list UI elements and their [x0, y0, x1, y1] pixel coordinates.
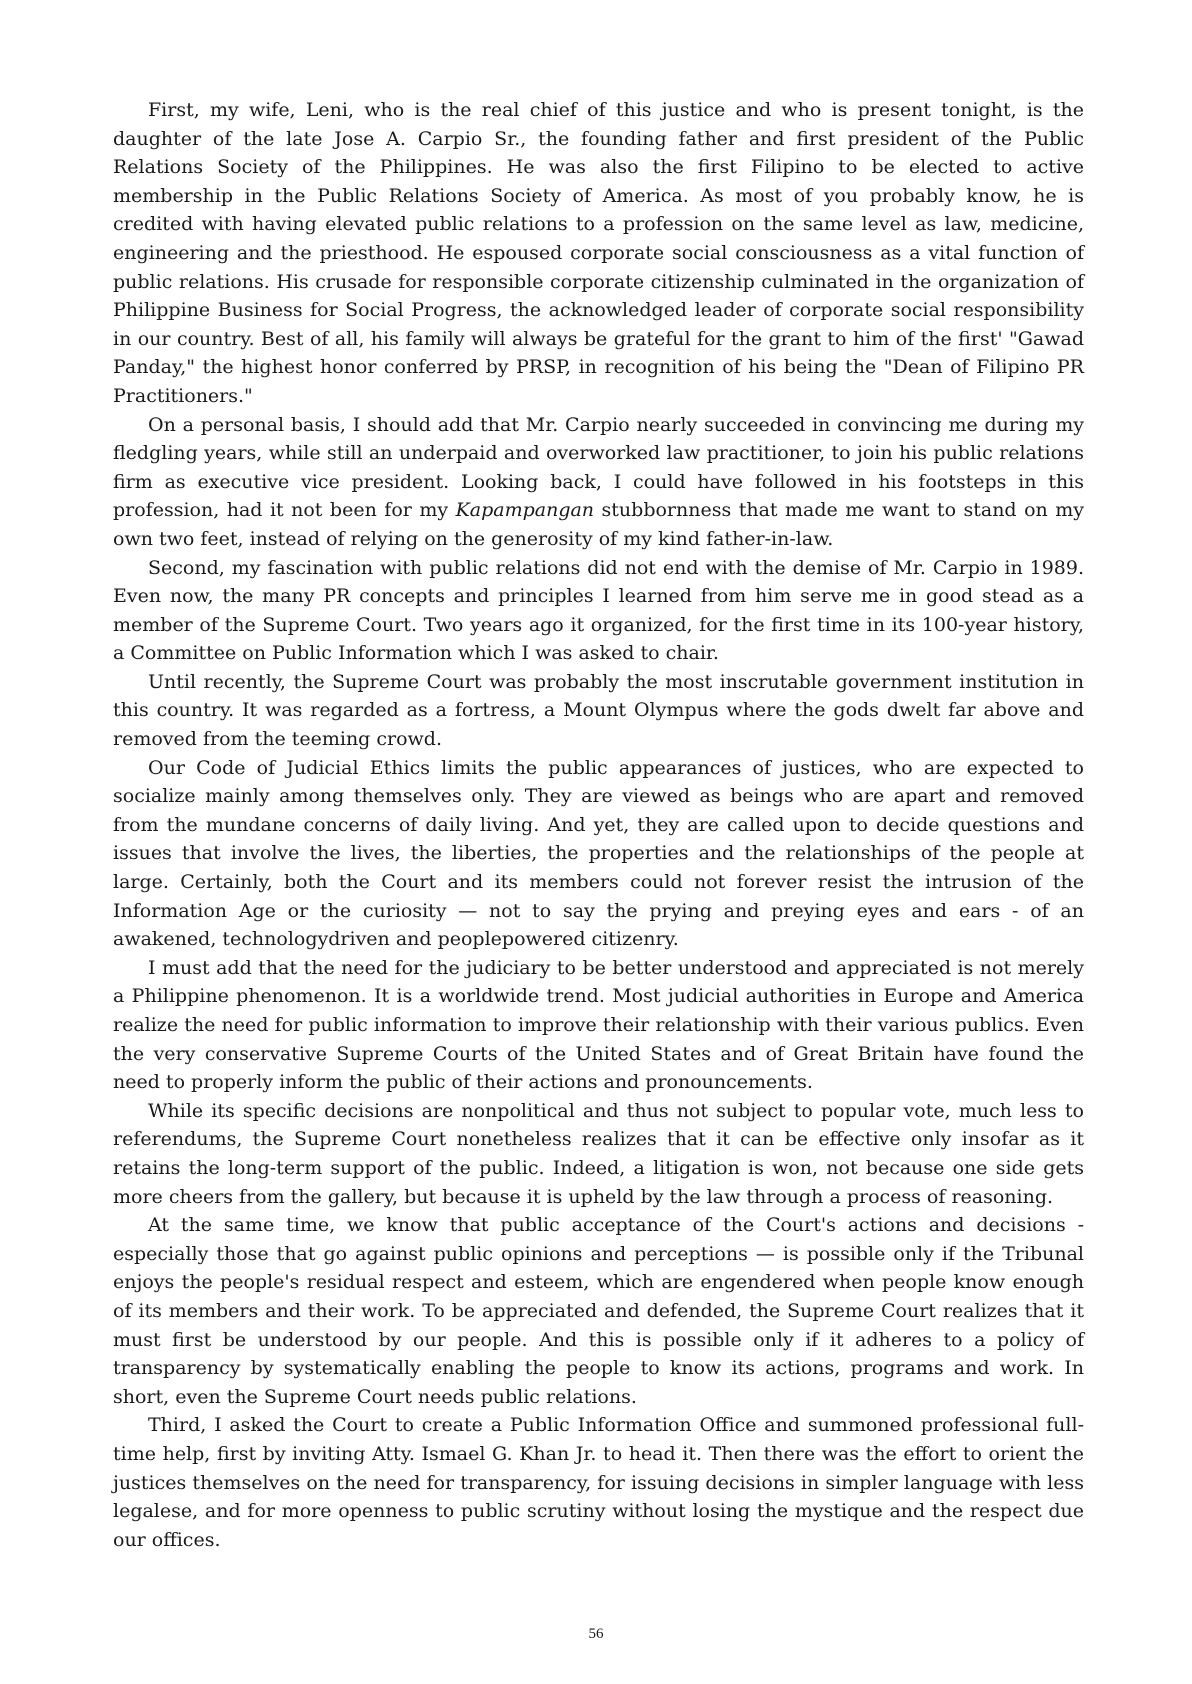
paragraph-personal-basis-before: On a personal basis, I should add that Mr. Carpio nearly succeeded in convincing me during my fledgling years, while still an underpaid and overworked law practitioner, to join his public relations firm as executive vice president. Looking back, I could have followed in his footsteps in this profession, had it not been for my — [113, 413, 1084, 522]
paragraph-carpio-intro: First, my wife, Leni, who is the real chief of this justice and who is present tonight, is the daughter of the late Jose A. Carpio Sr., the founding father and first president of the Public Relations Society of the Philippines. He was also the first Filipino to be elected to active membership in the Public Relations Society of America. As most of you probably know, he is credited with having elevated public relations to a profession on the same level as law, medicine, engineering and the priesthood. He espoused corporate social consciousness as a vital function of public relations. His crusade for responsible corporate citizenship culminated in the organization of Philippine Business for Social Progress, the acknowledged leader of corporate social responsibility in our country. Best of all, his family will always be grateful for the grant to him of the first' "Gawad Panday," the highest honor conferred by PRSP, in recognition of his being the "Dean of Filipino PR Practitioners." — [113, 99, 1084, 407]
paragraph-worldwide-trend: I must add that the need for the judiciary to be better understood and appreciated is not merely a Philippine phenomenon. It is a worldwide trend. Most judicial authorities in Europe and America realize the need for public information to improve their relationship with their various publics. Even the very conservative Supreme Courts of the United States and of Great Britain have found the need to properly inform the public of their actions and pronouncements. — [113, 956, 1084, 1094]
paragraph-personal-basis-after: stubbornness that made me want to stand on my own two feet, instead of relying on the generosity of my kind father-in-law. — [113, 499, 1084, 550]
body-text — [113, 96, 1084, 1554]
paragraph-code-of-ethics: Our Code of Judicial Ethics limits the public appearances of justices, who are expected to socialize mainly among themselves only. They are viewed as beings who are apart and removed from the mundane concerns of daily living. And yet, they are called upon to decide questions and issues that involve the lives, the liberties, the properties and the relationships of the people at large. Certainly, both the Court and its members could not forever resist the intrusion of the Information Age or the curiosity — not to say the prying and preying eyes and ears - of an awakened, technologydriven and peoplepowered citizenry. — [113, 756, 1084, 951]
paragraph-public-support: While its specific decisions are nonpolitical and thus not subject to popular vote, much less to referendums, the Supreme Court nonetheless realizes that it can be effective only insofar as it retains the long-term support of the public. Indeed, a litigation is won, not because one side gets more cheers from the gallery, but because it is upheld by the law through a process of reasoning. — [113, 1099, 1084, 1208]
paragraph-personal-basis — [113, 411, 1084, 554]
page-number: 56 — [588, 1626, 604, 1642]
italic-term-kapampangan: Kapampangan — [455, 499, 595, 522]
paragraph-public-acceptance: At the same time, we know that public acceptance of the Court's actions and decisions - especially those that go against public opinions and perceptions — is possible only if the Tribunal enjoys the people's residual respect and esteem, which are engendered when people know enough of its members and their work. To be appreciated and defended, the Supreme Court realizes that it must first be understood by our people. And this is possible only if it adheres to a policy of transparency by systematically enabling the people to know its actions, programs and work. In short, even the Supreme Court needs public relations. — [113, 1214, 1084, 1408]
paragraph-second-fascination: Second, my fascination with public relations did not end with the demise of Mr. Carpio in 1989. Even now, the many PR concepts and principles I learned from him serve me in good stead as a member of the Supreme Court. Two years ago it organized, for the first time in its 100-year history, a Committee on Public Information which I was asked to chair. — [113, 556, 1084, 665]
paragraph-inscrutable-court: Until recently, the Supreme Court was probably the most inscrutable government institution in this country. It was regarded as a fortress, a Mount Olympus where the gods dwelt far above and removed from the teeming crowd. — [113, 670, 1084, 751]
paragraph-third-public-information-office: Third, I asked the Court to create a Public Information Office and summoned professional full-time help, first by inviting Atty. Ismael G. Khan Jr. to head it. Then there was the effort to orient the justices themselves on the need for transparency, for issuing decisions in simpler language with less legalese, and for more openness to public scrutiny without losing the mystique and the respect due our offices. — [113, 1414, 1084, 1551]
